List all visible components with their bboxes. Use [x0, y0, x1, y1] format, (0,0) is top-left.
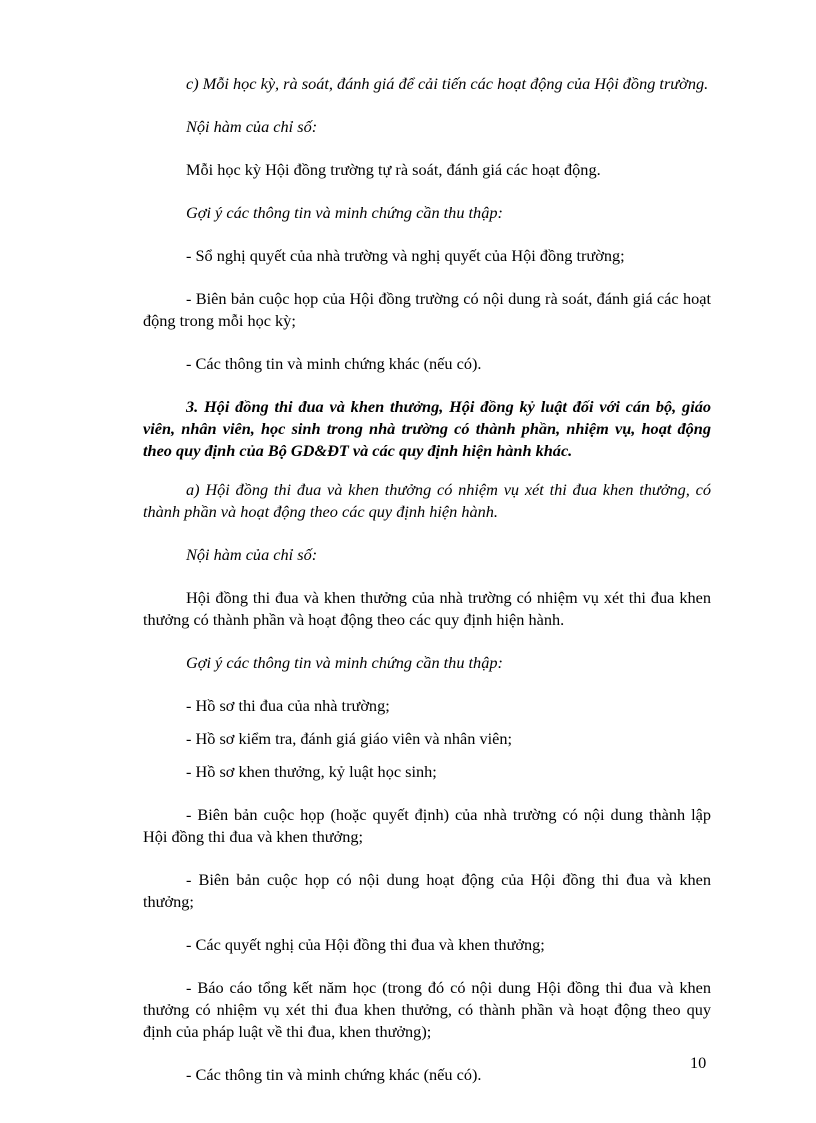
document-body: [143, 73, 711, 1086]
indicator-meaning-text: Mỗi học kỳ Hội đồng trường tự rà soát, đánh giá các hoạt động.: [186, 160, 601, 179]
evidence-item: - Hồ sơ kiểm tra, đánh giá giáo viên và nhân viên;: [186, 729, 513, 748]
indicator-meaning-label: Nội hàm của chỉ số:: [186, 117, 318, 136]
evidence-item: - Các thông tin và minh chứng khác (nếu có).: [186, 354, 482, 373]
evidence-suggestion-label: Gợi ý các thông tin và minh chứng cần thu thập:: [186, 203, 503, 222]
criterion-a-heading: a) Hội đồng thi đua và khen thưởng có nhiệm vụ xét thi đua khen thưởng, có thành phần và hoạt động theo các quy định hiện hành.: [143, 480, 711, 521]
evidence-suggestion-label: Gợi ý các thông tin và minh chứng cần thu thập:: [186, 653, 503, 672]
indicator-meaning-label: Nội hàm của chỉ số:: [186, 545, 318, 564]
evidence-item: - Biên bản cuộc họp có nội dung hoạt động của Hội đồng thi đua và khen thưởng;: [143, 870, 711, 911]
evidence-item: - Biên bản cuộc họp (hoặc quyết định) của nhà trường có nội dung thành lập Hội đồng thi đua và khen thưởng;: [143, 805, 711, 846]
section-3-heading: 3. Hội đồng thi đua và khen thưởng, Hội đồng kỷ luật đối với cán bộ, giáo viên, nhân viên, học sinh trong nhà trường có thành phần, nhiệm vụ, hoạt động theo quy định của Bộ GD&ĐT và các quy định hiện hành khác.: [143, 397, 711, 460]
evidence-item: - Biên bản cuộc họp của Hội đồng trường có nội dung rà soát, đánh giá các hoạt động trong mỗi học kỳ;: [143, 289, 711, 330]
indicator-meaning-text: Hội đồng thi đua và khen thưởng của nhà trường có nhiệm vụ xét thi đua khen thưởng có thành phần và hoạt động theo các quy định hiện hành.: [143, 588, 711, 629]
evidence-item: - Hồ sơ khen thưởng, kỷ luật học sinh;: [186, 762, 437, 781]
page-number: 10: [690, 1053, 707, 1072]
evidence-item: - Các thông tin và minh chứng khác (nếu có).: [186, 1065, 482, 1084]
evidence-item: - Sổ nghị quyết của nhà trường và nghị quyết của Hội đồng trường;: [186, 246, 625, 265]
evidence-item: - Các quyết nghị của Hội đồng thi đua và khen thưởng;: [186, 935, 545, 954]
evidence-item: - Báo cáo tổng kết năm học (trong đó có nội dung Hội đồng thi đua và khen thưởng có nhiệm vụ xét thi đua khen thưởng, có thành phần và hoạt động theo quy định của pháp luật về thi đua, khen thưởng);: [143, 978, 711, 1041]
criterion-c-heading: c) Mỗi học kỳ, rà soát, đánh giá để cải tiến các hoạt động của Hội đồng trường.: [186, 74, 709, 93]
evidence-item: - Hồ sơ thi đua của nhà trường;: [186, 696, 390, 715]
